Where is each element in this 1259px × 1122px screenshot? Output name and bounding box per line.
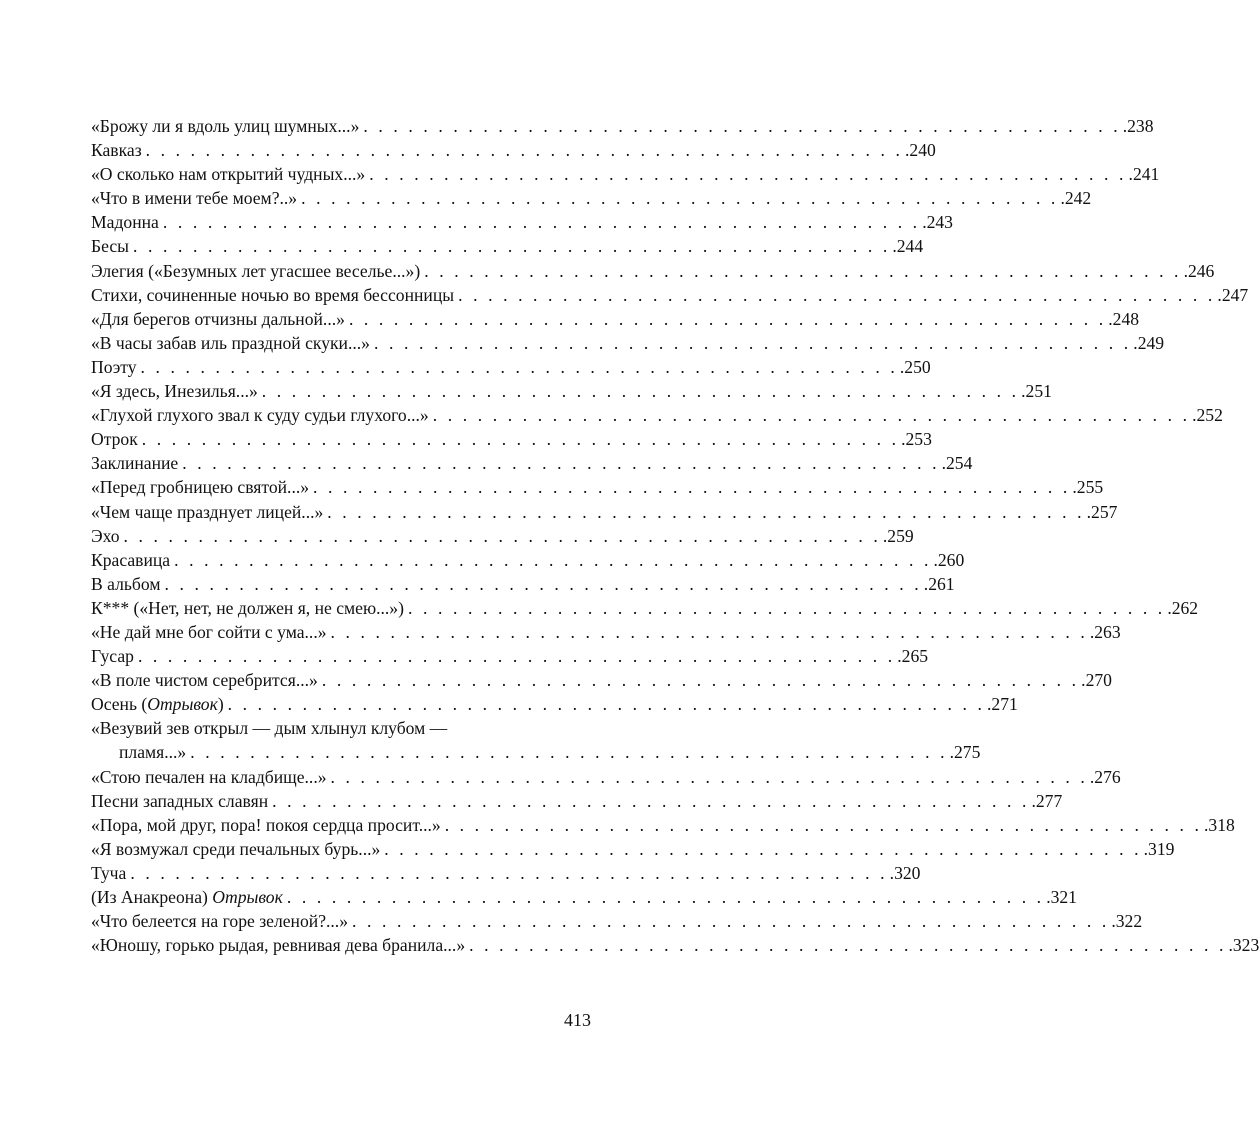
toc-entry-title bbox=[91, 355, 137, 379]
toc-entry-page: .263 bbox=[1089, 621, 1121, 642]
toc-entry bbox=[91, 162, 1160, 186]
dot-leader: . . . . . . . . . . . . . . . . . . . . . . . . . . . . . . . . . . . . . . . . . . . . . . . . . . . bbox=[132, 236, 891, 257]
toc-entry-page: .246 bbox=[1183, 260, 1215, 281]
toc-entry bbox=[91, 283, 1249, 307]
toc-entry-title bbox=[91, 644, 134, 668]
toc-entry bbox=[91, 716, 589, 740]
dot-leader: . . . . . . . . . . . . . . . . . . . . . . . . . . . . . . . . . . . . . . . . . . . . . . . . . . . bbox=[190, 742, 948, 763]
toc-entry-page: .252 bbox=[1192, 405, 1223, 426]
toc-entry-page: .259 bbox=[882, 525, 914, 546]
toc-title-text: Гусар bbox=[91, 646, 134, 667]
toc-entry-title bbox=[91, 789, 268, 813]
toc-title-italic: Отрывок bbox=[212, 887, 283, 907]
dot-leader: . . . . . . . . . . . . . . . . . . . . . . . . . . . . . . . . . . . . . . . . . . . . . . . . . . . bbox=[330, 621, 1088, 642]
dot-leader: . . . . . . . . . . . . . . . . . . . . . . . . . . . . . . . . . . . . . . . . . . . . . . . . . . . bbox=[286, 887, 1045, 907]
toc-entry-page: .254 bbox=[941, 453, 973, 474]
toc-entry bbox=[91, 355, 931, 379]
toc-entry-title bbox=[91, 885, 283, 909]
toc-title-text: «Перед гробницею святой...» bbox=[91, 477, 310, 498]
toc-title-text: «Не дай мне бог сойти с ума...» bbox=[91, 621, 327, 642]
dot-leader: . . . . . . . . . . . . . . . . . . . . . . . . . . . . . . . . . . . . . . . . . . . . . . . . . . . bbox=[261, 381, 1020, 402]
toc-entry-page: .251 bbox=[1021, 381, 1052, 402]
toc-entry-page: .247 bbox=[1217, 284, 1249, 305]
toc-entry-page: .244 bbox=[892, 236, 924, 257]
toc-entry-page: .243 bbox=[922, 212, 953, 233]
toc-entry-title bbox=[91, 837, 380, 861]
toc-title-text: Песни западных славян bbox=[91, 790, 269, 811]
toc-title-text: Заклинание bbox=[91, 453, 179, 474]
toc-entry-page: .320 bbox=[889, 862, 921, 883]
toc-entry-continuation bbox=[91, 740, 981, 764]
toc-entry-page: .318 bbox=[1204, 814, 1235, 835]
toc-entry bbox=[91, 813, 1235, 837]
dot-leader: . . . . . . . . . . . . . . . . . . . . . . . . . . . . . . . . . . . . . . . . . . . . . . . . . . . bbox=[162, 212, 921, 233]
table-of-contents bbox=[91, 114, 1259, 957]
toc-title-text: «В часы забав иль праздной скуки...» bbox=[91, 332, 370, 353]
toc-title-text: «Для берегов отчизны дальной...» bbox=[91, 308, 345, 329]
toc-entry-title bbox=[91, 234, 129, 258]
toc-title-text: «В поле чистом серебрится...» bbox=[91, 670, 318, 691]
toc-title-text: «Брожу ли я вдоль улиц шумных...» bbox=[91, 116, 360, 136]
dot-leader: . . . . . . . . . . . . . . . . . . . . . . . . . . . . . . . . . . . . . . . . . . . . . . . . . . . bbox=[321, 670, 1080, 691]
toc-entry-page: .242 bbox=[1060, 188, 1092, 209]
toc-entry-page: .277 bbox=[1031, 790, 1063, 811]
toc-entry-title bbox=[91, 524, 120, 548]
toc-entry-title bbox=[119, 740, 186, 764]
toc-title-text: «Везувий зев открыл — дым хлынул клубом — bbox=[91, 718, 448, 739]
toc-entry bbox=[91, 307, 1140, 331]
toc-entry bbox=[91, 596, 1199, 620]
toc-entry-page: .253 bbox=[901, 429, 932, 450]
toc-entry-title bbox=[91, 668, 318, 692]
dot-leader: . . . . . . . . . . . . . . . . . . . . . . . . . . . . . . . . . . . . . . . . . . . . . . . . . . . bbox=[330, 766, 1088, 787]
toc-entry bbox=[91, 234, 924, 258]
toc-entry-title bbox=[91, 548, 170, 572]
dot-leader: . . . . . . . . . . . . . . . . . . . . . . . . . . . . . . . . . . . . . . . . . . . . . . . . . . . bbox=[432, 405, 1191, 426]
toc-title-text: Стихи, сочиненные ночью во время бессонницы bbox=[91, 284, 455, 305]
dot-leader: . . . . . . . . . . . . . . . . . . . . . . . . . . . . . . . . . . . . . . . . . . . . . . . . . . . bbox=[469, 935, 1227, 956]
toc-entry bbox=[91, 837, 1175, 861]
toc-title-text: «Стою печален на кладбище...» bbox=[91, 766, 327, 787]
toc-entry-page: .261 bbox=[923, 573, 955, 594]
dot-leader: . . . . . . . . . . . . . . . . . . . . . . . . . . . . . . . . . . . . . . . . . . . . . . . . . . . bbox=[407, 597, 1166, 618]
toc-entry-page: .240 bbox=[905, 140, 936, 161]
toc-entry-title bbox=[91, 500, 323, 524]
toc-title-text: «Я возмужал среди печальных бурь...» bbox=[91, 838, 381, 859]
toc-entry-page: .250 bbox=[899, 356, 931, 377]
toc-title-text: Осень ( bbox=[91, 694, 148, 715]
toc-entry-page: .255 bbox=[1072, 477, 1104, 498]
toc-entry-page: .319 bbox=[1143, 838, 1175, 859]
toc-entry-page: .238 bbox=[1122, 116, 1154, 136]
toc-title-text: Красавица bbox=[91, 549, 171, 570]
toc-entry-page: .257 bbox=[1086, 501, 1118, 522]
dot-leader: . . . . . . . . . . . . . . . . . . . . . . . . . . . . . . . . . . . . . . . . . . . . . . . . . . . bbox=[424, 260, 1182, 281]
toc-entry-page: .276 bbox=[1089, 766, 1121, 787]
toc-entry-page: .241 bbox=[1128, 164, 1160, 185]
toc-title-text: В альбом bbox=[91, 573, 161, 594]
dot-leader: . . . . . . . . . . . . . . . . . . . . . . . . . . . . . . . . . . . . . . . . . . . . . . . . . . . bbox=[384, 838, 1142, 859]
toc-entry-title bbox=[91, 403, 429, 427]
dot-leader: . . . . . . . . . . . . . . . . . . . . . . . . . . . . . . . . . . . . . . . . . . . . . . . . . . . bbox=[182, 453, 940, 474]
toc-title-text: Бесы bbox=[91, 236, 129, 257]
toc-entry-page: .260 bbox=[933, 549, 965, 570]
toc-entry-page: .271 bbox=[987, 694, 1018, 715]
toc-entry bbox=[91, 210, 953, 234]
toc-entry bbox=[91, 524, 914, 548]
toc-title-italic: Отрывок bbox=[147, 694, 218, 715]
toc-title-text: «Я здесь, Инезилья...» bbox=[91, 381, 258, 402]
toc-entry bbox=[91, 644, 929, 668]
toc-entry bbox=[91, 548, 965, 572]
toc-entry-title bbox=[91, 331, 370, 355]
toc-entry-title bbox=[91, 596, 404, 620]
toc-title-text: «Чем чаще празднует лицей...» bbox=[91, 501, 324, 522]
dot-leader: . . . . . . . . . . . . . . . . . . . . . . . . . . . . . . . . . . . . . . . . . . . . . . . . . . . bbox=[130, 862, 888, 883]
toc-entry-page: .265 bbox=[897, 646, 929, 667]
toc-entry-title bbox=[91, 114, 359, 138]
toc-entry bbox=[91, 909, 1143, 933]
toc-entry-title bbox=[91, 718, 447, 738]
toc-entry-title bbox=[91, 765, 327, 789]
toc-entry-title bbox=[91, 283, 454, 307]
dot-leader: . . . . . . . . . . . . . . . . . . . . . . . . . . . . . . . . . . . . . . . . . . . . . . . . . . . bbox=[227, 694, 986, 715]
toc-title-suffix: ) bbox=[217, 694, 224, 715]
toc-entry-title bbox=[91, 933, 465, 957]
dot-leader: . . . . . . . . . . . . . . . . . . . . . . . . . . . . . . . . . . . . . . . . . . . . . . . . . . . bbox=[373, 332, 1132, 353]
toc-entry-title bbox=[91, 259, 420, 283]
dot-leader: . . . . . . . . . . . . . . . . . . . . . . . . . . . . . . . . . . . . . . . . . . . . . . . . . . . bbox=[272, 790, 1030, 811]
toc-entry-page: .321 bbox=[1046, 887, 1077, 907]
toc-entry bbox=[91, 765, 1121, 789]
toc-entry-page: .270 bbox=[1081, 670, 1112, 691]
toc-title-text: «О сколько нам открытий чудных...» bbox=[91, 164, 366, 185]
toc-title-text: К*** («Нет, нет, не должен я, не смею...») bbox=[91, 597, 404, 618]
toc-title-text: Туча bbox=[91, 862, 127, 883]
toc-entry-title bbox=[91, 307, 345, 331]
toc-entry-page: .249 bbox=[1133, 332, 1165, 353]
toc-title-text: Кавказ bbox=[91, 140, 142, 161]
toc-entry bbox=[91, 620, 1121, 644]
dot-leader: . . . . . . . . . . . . . . . . . . . . . . . . . . . . . . . . . . . . . . . . . . . . . . . . . . . bbox=[348, 308, 1107, 329]
toc-title-text: «Глухой глухого звал к суду судьи глухого...» bbox=[91, 405, 429, 426]
dot-leader: . . . . . . . . . . . . . . . . . . . . . . . . . . . . . . . . . . . . . . . . . . . . . . . . . . . bbox=[444, 814, 1203, 835]
toc-title-text: «Что белеется на горе зеленой?...» bbox=[91, 911, 348, 932]
toc-entry-title bbox=[91, 379, 258, 403]
toc-entry-title bbox=[91, 210, 159, 234]
toc-entry-page: .262 bbox=[1167, 597, 1199, 618]
toc-entry bbox=[91, 500, 1118, 524]
dot-leader: . . . . . . . . . . . . . . . . . . . . . . . . . . . . . . . . . . . . . . . . . . . . . . . . . . . bbox=[301, 188, 1059, 209]
toc-entry-title bbox=[91, 427, 138, 451]
toc-title-text: (Из Анакреона) bbox=[91, 887, 213, 907]
toc-title-text: Поэту bbox=[91, 356, 137, 377]
dot-leader: . . . . . . . . . . . . . . . . . . . . . . . . . . . . . . . . . . . . . . . . . . . . . . . . . . . bbox=[145, 140, 904, 161]
toc-entry-page: .275 bbox=[949, 742, 981, 763]
toc-entry bbox=[91, 259, 1215, 283]
dot-leader: . . . . . . . . . . . . . . . . . . . . . . . . . . . . . . . . . . . . . . . . . . . . . . . . . . . bbox=[369, 164, 1127, 185]
toc-title-text: Мадонна bbox=[91, 212, 159, 233]
toc-entry bbox=[91, 475, 1104, 499]
toc-entry bbox=[91, 379, 1052, 403]
toc-title-text: «Пора, мой друг, пора! покоя сердца просит...» bbox=[91, 814, 441, 835]
toc-entry-title bbox=[91, 909, 348, 933]
toc-entry bbox=[91, 885, 1077, 909]
dot-leader: . . . . . . . . . . . . . . . . . . . . . . . . . . . . . . . . . . . . . . . . . . . . . . . . . . . bbox=[123, 525, 881, 546]
dot-leader: . . . . . . . . . . . . . . . . . . . . . . . . . . . . . . . . . . . . . . . . . . . . . . . . . . . bbox=[141, 429, 900, 450]
toc-entry bbox=[91, 572, 955, 596]
toc-title-text: Элегия («Безумных лет угасшее веселье...») bbox=[91, 260, 421, 281]
dot-leader: . . . . . . . . . . . . . . . . . . . . . . . . . . . . . . . . . . . . . . . . . . . . . . . . . . . bbox=[174, 549, 932, 570]
dot-leader: . . . . . . . . . . . . . . . . . . . . . . . . . . . . . . . . . . . . . . . . . . . . . . . . . . . bbox=[363, 116, 1121, 136]
toc-entry-title bbox=[91, 861, 126, 885]
toc-entry bbox=[91, 789, 1063, 813]
toc-title-text: «Юношу, горько рыдая, ревнивая дева бранила...» bbox=[91, 935, 466, 956]
toc-entry-title bbox=[91, 813, 441, 837]
toc-entry-page: .323 bbox=[1228, 935, 1259, 956]
toc-entry-page: .322 bbox=[1111, 911, 1143, 932]
dot-leader: . . . . . . . . . . . . . . . . . . . . . . . . . . . . . . . . . . . . . . . . . . . . . . . . . . . bbox=[137, 646, 896, 667]
toc-title-text: Эхо bbox=[91, 525, 120, 546]
toc-entry bbox=[91, 403, 1223, 427]
dot-leader: . . . . . . . . . . . . . . . . . . . . . . . . . . . . . . . . . . . . . . . . . . . . . . . . . . . bbox=[140, 356, 898, 377]
toc-entry-title bbox=[91, 572, 160, 596]
dot-leader: . . . . . . . . . . . . . . . . . . . . . . . . . . . . . . . . . . . . . . . . . . . . . . . . . . . bbox=[458, 284, 1216, 305]
toc-entry bbox=[91, 138, 936, 162]
toc-entry bbox=[91, 331, 1165, 355]
toc-entry bbox=[91, 692, 1018, 716]
toc-entry-title bbox=[91, 620, 327, 644]
dot-leader: . . . . . . . . . . . . . . . . . . . . . . . . . . . . . . . . . . . . . . . . . . . . . . . . . . . bbox=[327, 501, 1085, 522]
page-number: 413 bbox=[564, 1010, 591, 1030]
toc-entry-title bbox=[91, 186, 297, 210]
dot-leader: . . . . . . . . . . . . . . . . . . . . . . . . . . . . . . . . . . . . . . . . . . . . . . . . . . . bbox=[352, 911, 1110, 932]
dot-leader: . . . . . . . . . . . . . . . . . . . . . . . . . . . . . . . . . . . . . . . . . . . . . . . . . . . bbox=[313, 477, 1071, 498]
toc-entry bbox=[91, 114, 1154, 138]
toc-entry bbox=[91, 427, 932, 451]
toc-entry-title bbox=[91, 451, 178, 475]
toc-title-text: пламя...» bbox=[119, 742, 187, 763]
toc-entry-title bbox=[91, 162, 365, 186]
toc-entry-page: .248 bbox=[1108, 308, 1140, 329]
toc-entry bbox=[91, 933, 1259, 957]
toc-entry bbox=[91, 861, 921, 885]
toc-entry-title bbox=[91, 138, 142, 162]
toc-title-text: «Что в имени тебе моем?..» bbox=[91, 188, 298, 209]
toc-entry bbox=[91, 186, 1092, 210]
toc-entry bbox=[91, 451, 973, 475]
toc-title-text: Отрок bbox=[91, 429, 138, 450]
toc-entry bbox=[91, 668, 1112, 692]
toc-entry-title bbox=[91, 692, 224, 716]
toc-entry-title bbox=[91, 475, 309, 499]
dot-leader: . . . . . . . . . . . . . . . . . . . . . . . . . . . . . . . . . . . . . . . . . . . . . . . . . . . bbox=[164, 573, 922, 594]
